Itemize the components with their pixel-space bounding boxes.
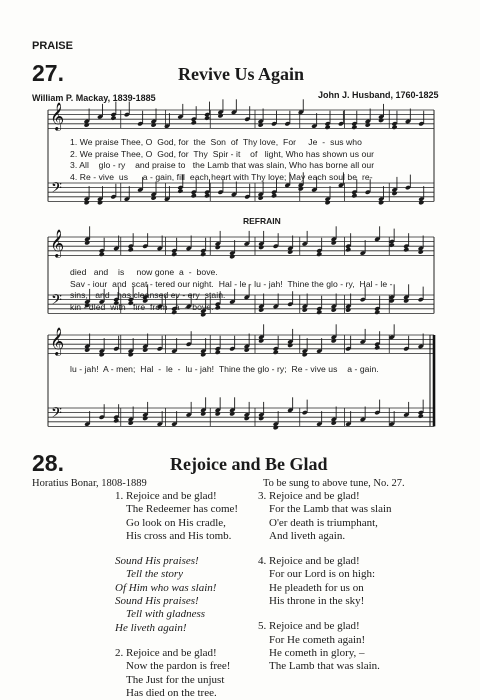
stanza-line: For our Lord is on high:	[269, 568, 376, 581]
system-2-note-chord	[128, 247, 134, 252]
system-3-note-chord	[128, 352, 134, 357]
hymn-28-right-column	[258, 490, 392, 674]
system-1-note-chord	[217, 113, 223, 118]
system-3-bass-note-chord	[215, 411, 221, 416]
stanza-gap	[115, 543, 238, 555]
system-3-note-chord	[302, 352, 308, 357]
stanza-line: The Redeemer has come!	[126, 503, 239, 516]
refrain-lyric-line: Sav - iour and scat - tered our night. Hal - le - lu - jah! Thine the glo - ry, Hal - le -	[70, 278, 393, 289]
system-1-bass-note-chord	[271, 193, 277, 198]
stanza-line: 4. Rejoice and be glad!	[258, 555, 360, 568]
stanza-line: Sound His praises!	[115, 555, 199, 568]
system-3-bass-clef: 𝄢	[51, 405, 62, 425]
hymn-28-title: Rejoice and Be Glad	[170, 454, 328, 474]
system-1-note-chord	[151, 122, 157, 127]
system-2-bass-note-chord	[200, 312, 206, 317]
system-1-note-chord	[325, 125, 331, 130]
system-3-treble-clef: 𝄞	[50, 327, 65, 355]
stanza-line: The Lamb that was slain.	[269, 660, 380, 673]
system-1-note-chord	[391, 125, 397, 130]
stanza-line: The Just for the unjust	[126, 673, 225, 686]
system-1-bass-note-chord	[351, 193, 357, 198]
system-2-bass-note-chord	[374, 310, 380, 315]
system-2-note-chord	[403, 247, 409, 252]
system-3-bass-note-chord	[200, 411, 206, 416]
system-1-bass-note-chord	[97, 200, 103, 205]
system-1-bass-note-chord	[258, 195, 264, 200]
system-2-note-chord	[215, 245, 221, 250]
refrain-lyric-line: died and is now gone a - bove.	[70, 267, 218, 277]
system-2-bass-clef: 𝄢	[51, 292, 62, 312]
system-2-bass-note-chord	[215, 305, 221, 310]
stanza-line: He pleadeth for us on	[269, 581, 364, 594]
system-1-treble-clef: 𝄞	[50, 102, 65, 130]
system-1-bass-note-chord	[418, 200, 424, 205]
hymn-28-left-column	[115, 490, 238, 700]
system-2-bass-note-chord	[331, 307, 337, 312]
system-1-note-chord	[258, 122, 264, 127]
system-2-note-chord	[258, 245, 264, 250]
system-3-note-chord	[84, 347, 90, 352]
system-3-note-chord	[331, 338, 337, 343]
stanza-line: His throne in the sky!	[269, 595, 365, 608]
stanza-line: For He cometh again!	[269, 633, 366, 646]
system-2-bass-note-chord	[258, 307, 264, 312]
stanza-line: 5. Rejoice and be glad!	[258, 620, 360, 633]
refrain-lyric-line: sins, and has cleansed ev - ery stain.	[70, 290, 226, 300]
system-1-bass-note-chord	[391, 191, 397, 196]
system-3-note-chord	[215, 350, 221, 355]
stanza-line: His cross and His tomb.	[126, 529, 232, 542]
hymn-27-title: Revive Us Again	[178, 64, 304, 84]
system-1-bass-clef: 𝄢	[51, 180, 62, 200]
system-3-note-chord	[287, 343, 293, 348]
system-3-bass-note-chord	[128, 420, 134, 425]
stanza-line: He cometh in glory, –	[269, 646, 365, 659]
refrain-label: REFRAIN	[243, 216, 281, 226]
verse-lyric-line: 2. We praise Thee, O God, for Thy Spir - it of light, Who has shown us our	[70, 148, 375, 159]
system-1-note-chord	[84, 122, 90, 127]
stanza-line: 2. Rejoice and be glad!	[115, 646, 217, 659]
hymn-28-number: 28.	[32, 450, 64, 476]
system-3-note-chord	[374, 345, 380, 350]
stanza-line: Tell with gladness	[126, 608, 206, 621]
stanza-line: Now the pardon is free!	[126, 660, 231, 673]
stanza-line: And liveth again.	[269, 529, 346, 542]
stanza-line: Of Him who was slain!	[115, 581, 217, 594]
system-1-note-chord	[191, 120, 197, 125]
stanza-line: Sound His praises!	[115, 595, 199, 608]
system-2-bass-note-chord	[403, 298, 409, 303]
system-1-bass-note-chord	[325, 200, 331, 205]
system-3-bass-note-chord	[244, 416, 250, 421]
refrain-lyric-line: kin - dled with fire from a - bove.	[70, 301, 214, 312]
system-3-note-chord	[200, 352, 206, 357]
hymn-27-music-credit: John J. Husband, 1760-1825	[318, 90, 439, 100]
hymn-28-tune-note: To be sung to above tune, No. 27.	[263, 478, 405, 489]
system-1-note-chord	[204, 115, 210, 120]
system-1-bass-note-chord	[298, 186, 304, 191]
system-1-note-chord	[110, 115, 116, 120]
system-1-bass-note-chord	[177, 188, 183, 193]
system-1-bass-note-chord	[151, 195, 157, 200]
system-2-note-chord	[84, 240, 90, 245]
system-2-note-chord	[287, 249, 293, 254]
verse-lyric-line: 3. All glo - ry and praise to the Lamb that was slain, Who has borne all our	[70, 160, 375, 170]
stanza-gap	[258, 608, 392, 620]
system-2-bass-note-chord	[316, 310, 322, 315]
system-2-note-chord	[331, 240, 337, 245]
system-2-note-chord	[171, 252, 177, 257]
system-2-bass-note-chord	[302, 307, 308, 312]
system-3-bass-note-chord	[331, 420, 337, 425]
system-1-bass-note-chord	[204, 193, 210, 198]
system-2-bass-note-chord	[345, 307, 351, 312]
hymn-27-words-credit: William P. Mackay, 1839-1885	[32, 93, 156, 103]
verse-lyric-line: 1. We praise Thee, O God, for the Son of Thy love, For Je - sus who	[70, 137, 362, 147]
system-1-note-chord	[378, 118, 384, 123]
stanza-line: Has died on the tree.	[126, 686, 217, 699]
system-1-note-chord	[365, 122, 371, 127]
system-3-bass-note-chord	[258, 416, 264, 421]
hymn-28-words-credit: Horatius Bonar, 1808-1889	[32, 478, 147, 489]
system-3-bass-note-chord	[113, 418, 119, 423]
system-2-note-chord	[345, 247, 351, 252]
system-2-note-chord	[229, 254, 235, 259]
system-3-bass-note-chord	[273, 425, 279, 430]
stanza-line: Go look on His cradle,	[126, 516, 226, 529]
stanza-gap	[115, 635, 238, 647]
system-1-bass-note-chord	[191, 193, 197, 198]
stanza-line: For the Lamb that was slain	[269, 503, 392, 516]
system-3-bass-note-chord	[142, 416, 148, 421]
system-3-bass-note-chord	[229, 411, 235, 416]
stanza-line: 1. Rejoice and be glad!	[115, 490, 217, 502]
system-3-note-chord	[99, 352, 105, 357]
stanza-gap	[258, 543, 392, 555]
verse-lyric-line: 4. Re - vive us a - gain, fill each heart with Thy love; May each soul be re-	[70, 171, 373, 182]
system-2-note-chord	[99, 252, 105, 257]
system-2-note-chord	[316, 252, 322, 257]
system-2-note-chord	[418, 249, 424, 254]
system-1-note-chord	[351, 125, 357, 130]
system-3-lyric-line: lu - jah! A - men; Hal - le - lu - jah! Thine the glo - ry; Re - vive us a - gain.	[70, 364, 379, 374]
system-2-treble-clef: 𝄞	[50, 229, 65, 257]
stanza-line: Tell the story	[126, 568, 184, 581]
system-3-note-chord	[258, 338, 264, 343]
stanza-line: O'er death is triumphant,	[269, 516, 378, 529]
stanza-line: He liveth again!	[115, 621, 187, 634]
system-3-note-chord	[244, 347, 250, 352]
system-3-note-chord	[273, 350, 279, 355]
system-3-note-chord	[142, 347, 148, 352]
hymn-27-number: 27.	[32, 60, 64, 86]
system-1-bass-note-chord	[84, 200, 90, 205]
system-3-bass-note-chord	[418, 413, 424, 418]
system-1-bass-note-chord	[378, 200, 384, 205]
system-2-note-chord	[200, 252, 206, 257]
section-heading: PRAISE	[32, 40, 73, 52]
stanza-line: 3. Rejoice and be glad!	[258, 490, 360, 502]
